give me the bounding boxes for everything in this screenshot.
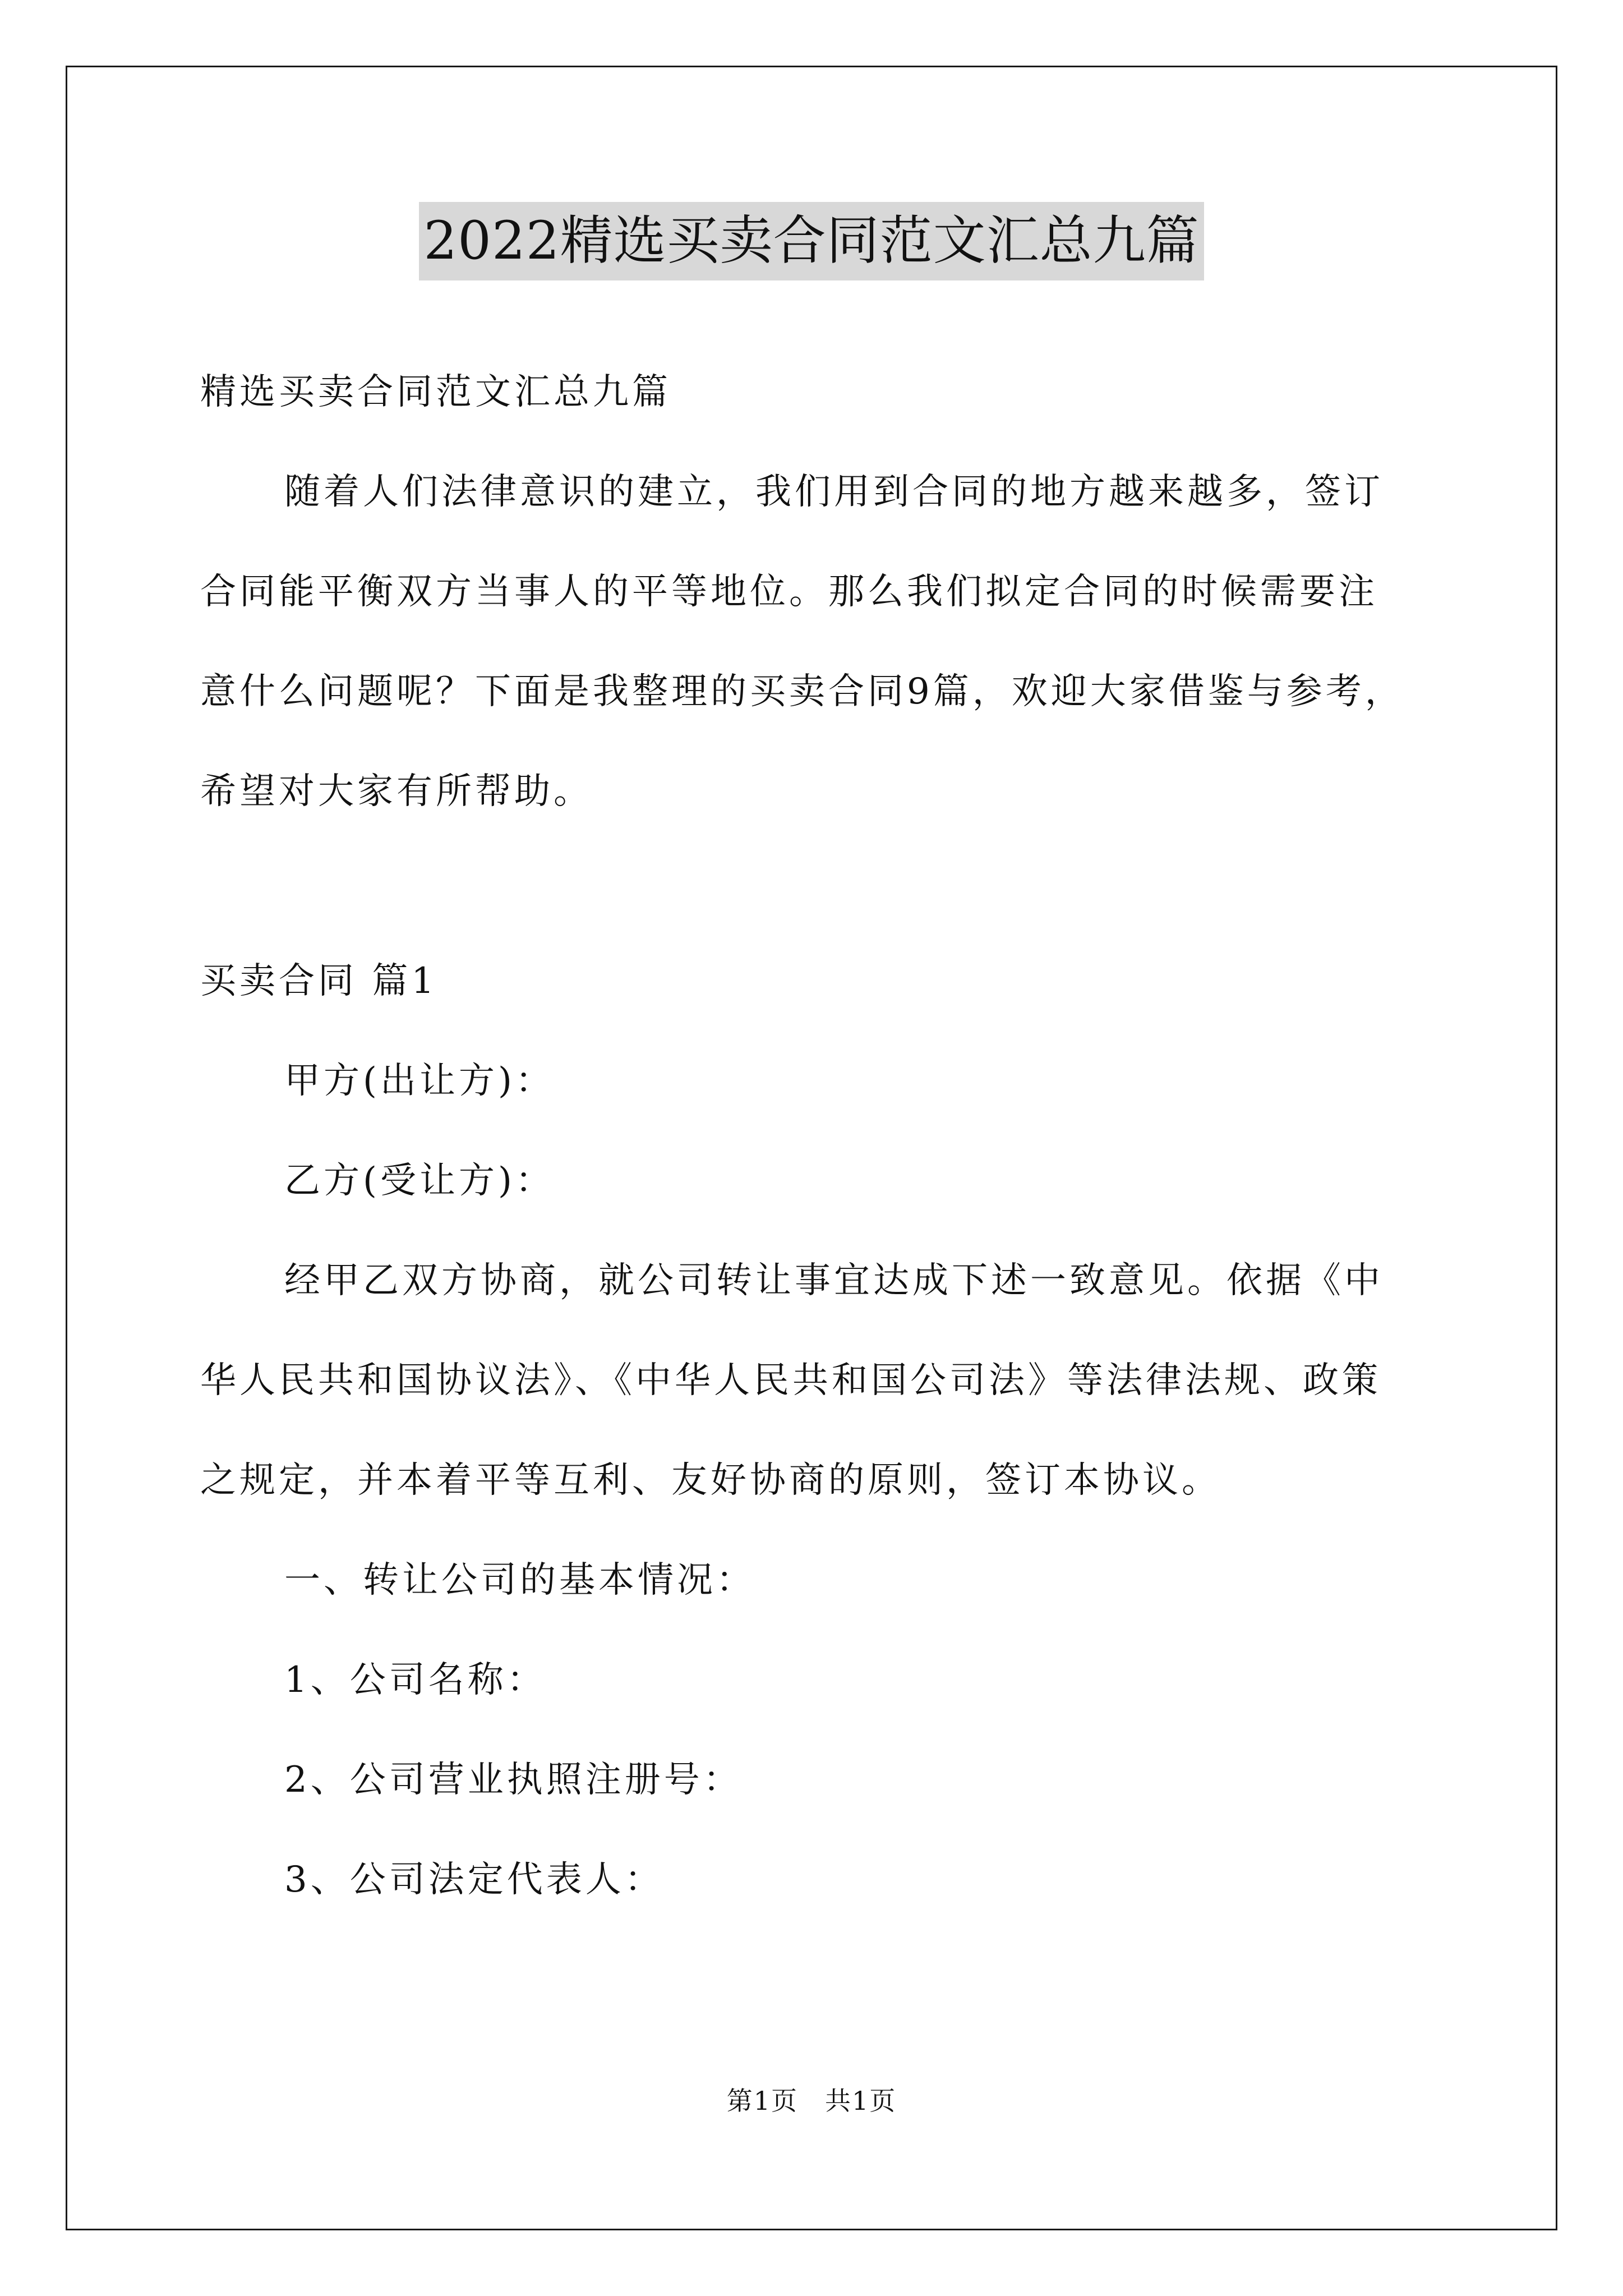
section-spacer	[200, 841, 1434, 931]
intro-line: 希望对大家有所帮助。	[200, 771, 593, 812]
clause-item: 1、公司名称：	[284, 1659, 546, 1701]
party-a-line: 甲方(出让方)：	[284, 1060, 555, 1102]
page-footer: 第1页 共1页	[726, 2086, 897, 2116]
document-body	[200, 342, 1434, 1930]
intro-line: 合同能平衡双方当事人的平等地位。那么我们拟定合同的时候需要注	[200, 571, 1378, 613]
clause-heading: 一、转让公司的基本情况：	[284, 1559, 755, 1601]
section-heading: 买卖合同 篇1	[200, 960, 438, 1002]
party-b-line: 乙方(受让方)：	[284, 1160, 555, 1202]
body-line: 之规定，并本着平等互利、友好协商的原则，签订本协议。	[200, 1460, 1221, 1501]
clause-item: 2、公司营业执照注册号：	[284, 1759, 743, 1801]
body-line: 华人民共和国协议法》、《中华人民共和国公司法》等法律法规、政策	[200, 1360, 1381, 1401]
intro-line: 随着人们法律意识的建立，我们用到合同的地方越来越多，签订	[284, 471, 1384, 513]
intro-line: 意什么问题呢？下面是我整理的买卖合同9篇，欢迎大家借鉴与参考，	[200, 671, 1404, 712]
clause-item: 3、公司法定代表人：	[284, 1859, 664, 1901]
document-title: 2022精选买卖合同范文汇总九篇	[419, 202, 1204, 280]
title-container	[0, 202, 1623, 280]
body-line: 经甲乙双方协商，就公司转让事宜达成下述一致意见。依据《中	[284, 1260, 1384, 1301]
document-subtitle: 精选买卖合同范文汇总九篇	[200, 371, 671, 413]
